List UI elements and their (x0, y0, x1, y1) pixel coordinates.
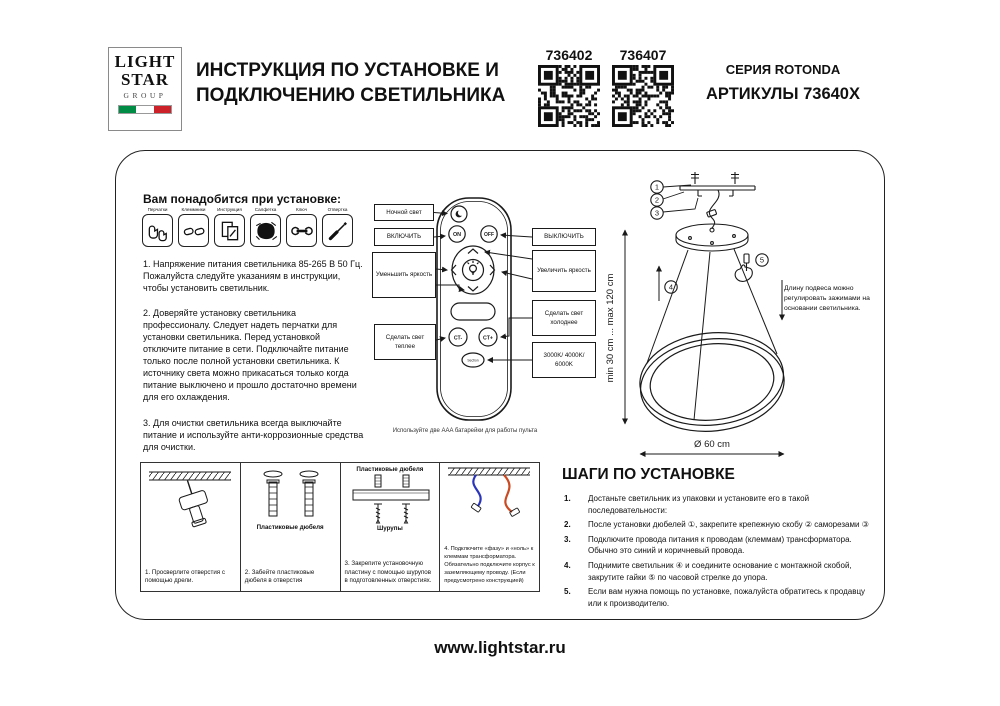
marker-1 (651, 181, 691, 193)
bulb-icon (468, 261, 479, 274)
arrow-down-icon (468, 287, 478, 292)
article-number-2: 736407 (619, 47, 667, 63)
logo-text: LIGHT (114, 52, 176, 71)
ct-plus-button (479, 328, 497, 346)
panel-label: Шурупы (377, 525, 403, 532)
installation-steps (562, 466, 880, 612)
lamp-diagram (600, 168, 880, 468)
arrow-up-icon (468, 249, 478, 254)
manual-icon (214, 214, 245, 247)
screw-icon (402, 504, 410, 523)
marker-4 (659, 266, 677, 301)
step-item: 4. Поднимите светильник ④ и соедините основание с монтажной скобой, закрутите гайки ⑤ по часовой стрелке до упора. (564, 560, 852, 582)
panel-label: Пластиковые дюбеля (256, 524, 324, 531)
wiring-illustration (444, 466, 534, 522)
panel-caption: 1. Просверлите отверстия с помощью дрели. (145, 568, 225, 585)
series-block (688, 62, 878, 104)
svg-text:4: 4 (668, 282, 674, 292)
tool-screwdriver: Отвертка (321, 207, 354, 247)
suspension-cables (647, 249, 777, 420)
dowel-icon (267, 480, 279, 516)
remote-control-diagram (365, 195, 605, 435)
step-item: 3. Подключите провода питания к проводам (клеммам) трансформатора. Обычно это синий и коричневый провода. (564, 534, 852, 556)
marker-5 (735, 254, 768, 282)
off-button (481, 226, 497, 242)
plate-illustration (345, 473, 435, 525)
mounting-plate (353, 490, 429, 500)
panel-caption: 2. Забейте пластиковые дюбеля в отверстия (244, 568, 315, 585)
suspension-callout: Длину подвеса можно регулировать зажимами на основании светильника. (784, 285, 870, 313)
label-cooler: Сделать свет холоднее (532, 300, 596, 336)
height-dimension (605, 230, 625, 424)
canopy (676, 224, 748, 251)
night-light-button (451, 206, 467, 222)
battery-note: Используйте две AAA батарейки для работы пульта (392, 428, 538, 434)
ring-lamp (635, 326, 788, 439)
dowels-illustration (245, 466, 335, 524)
warning-2: 2. Доверяйте установку светильника профессионалу. Следует надеть перчатки для установки светильника. Перед установкой отключите питание в сети. Подключайте питание только после полной установки светильника. К источнику света можно прикасаться только когда питание выключено и прошло достаточно времени для его охлаждения. (143, 308, 357, 403)
warning-3: 3. Для очистки светильника всегда выключайте питание и используйте анти-коррозионные средства для очистки. (143, 417, 364, 452)
mounting-bracket (680, 172, 755, 196)
step-item: 2. После установки дюбелей ①, закрепите крепежную скобу ② саморезами ③ (564, 520, 869, 530)
diameter-dimension (640, 439, 784, 454)
napkin-icon (250, 214, 281, 247)
tool-napkin: Салфетка (249, 207, 282, 247)
page-title: ИНСТРУКЦИЯ ПО УСТАНОВКЕ И ПОДКЛЮЧЕНИЮ СВЕТИЛЬНИКА (196, 60, 506, 107)
panel-drill (141, 463, 240, 591)
screwdriver-icon (322, 214, 353, 247)
svg-text:OFF: OFF (484, 232, 494, 239)
terminals-icon (178, 214, 209, 247)
drill-icon (174, 477, 214, 529)
label-color-temps: 3000K/ 4000K/ 6000K (532, 342, 596, 378)
remote-display (451, 303, 495, 320)
svg-text:Section: Section (467, 358, 479, 363)
italian-flag-icon (118, 105, 172, 114)
svg-text:2: 2 (654, 195, 660, 205)
panel-label: Пластиковые дюбеля (356, 466, 424, 473)
tool-terminals: Клеммники (177, 207, 210, 247)
step-item: 5. Если вам нужна помощь по установке, пожалуйста обратитесь к продавцу или к производителю. (564, 587, 866, 608)
diameter-label: Ø 60 cm (694, 439, 730, 450)
installation-panels (140, 462, 540, 592)
label-turn-on: ВКЛЮЧИТЬ (374, 228, 434, 246)
panel-dowels (240, 463, 340, 591)
drill-illustration (145, 466, 235, 536)
svg-text:3: 3 (654, 208, 660, 218)
series-name: СЕРИЯ ROTONDA (725, 62, 841, 77)
safety-warnings (143, 258, 365, 466)
live-wire (504, 475, 512, 512)
articles-label: АРТИКУЛЫ 73640X (706, 85, 860, 103)
svg-text:5: 5 (759, 255, 765, 265)
svg-text:CT+: CT+ (483, 335, 493, 342)
tool-manual: Инструкция (213, 207, 246, 247)
ct-minus-button (449, 328, 467, 346)
label-night-light: Ночной свет (374, 204, 434, 221)
label-dim: Уменьшить яркость (372, 252, 436, 298)
on-button (449, 226, 465, 242)
svg-text:ON: ON (452, 232, 462, 239)
warning-1: 1. Напряжение питания светильника 85-265 В 50 Гц. Пожалуйста следуйте указаниям в инструкции, чтобы установить светильник. (143, 259, 363, 294)
article-number-1: 736402 (545, 47, 593, 63)
svg-text:CT-: CT- (453, 335, 463, 342)
panel-caption: 4. Подключите «фазу» и «ноль» к клеммам трансформатора. Обязательно подключите корпус к заземляющему проводу. (Если предусмотрено конструкцией) (444, 546, 535, 585)
tool-gloves: Перчатки (141, 207, 174, 247)
website-url: www.lightstar.ru (434, 638, 566, 657)
steps-heading: ШАГИ ПО УСТАНОВКЕ (562, 466, 735, 483)
dowel-icon (303, 480, 315, 516)
qr-code-1 (538, 65, 600, 127)
brightness-dpad (452, 246, 495, 294)
label-brighten: Увеличить яркость (532, 250, 596, 292)
wrench-icon (286, 214, 317, 247)
section-button (462, 353, 484, 367)
panel-caption: 3. Закрепите установочную пластину с помощью шурупов в подготовленных отверстиях. (344, 559, 432, 585)
tools-row (141, 207, 355, 247)
lightstar-logo: LIGHT STAR GROUP (108, 47, 182, 131)
label-warmer: Сделать свет теплее (374, 324, 436, 360)
dowel-icon (375, 475, 381, 487)
height-label: min 30 cm ... max 120 cm (605, 273, 616, 383)
gloves-icon (142, 214, 173, 247)
step-item: 1. Достаньте светильник из упаковки и установите его в такой последовательности: (564, 494, 810, 515)
label-turn-off: ВЫКЛЮЧИТЬ (532, 228, 596, 246)
dowel-icon (403, 475, 409, 487)
screw-icon (374, 504, 382, 523)
qr-code-2 (612, 65, 674, 127)
neutral-wire (474, 475, 481, 506)
tool-wrench: Ключ (285, 207, 318, 247)
panel-plate (340, 463, 440, 591)
marker-2 (651, 192, 684, 206)
remote-body (437, 198, 511, 420)
tools-heading: Вам понадобится при установке: (143, 192, 342, 206)
panel-wiring (439, 463, 539, 591)
moon-icon (456, 210, 465, 218)
svg-text:1: 1 (654, 182, 660, 192)
